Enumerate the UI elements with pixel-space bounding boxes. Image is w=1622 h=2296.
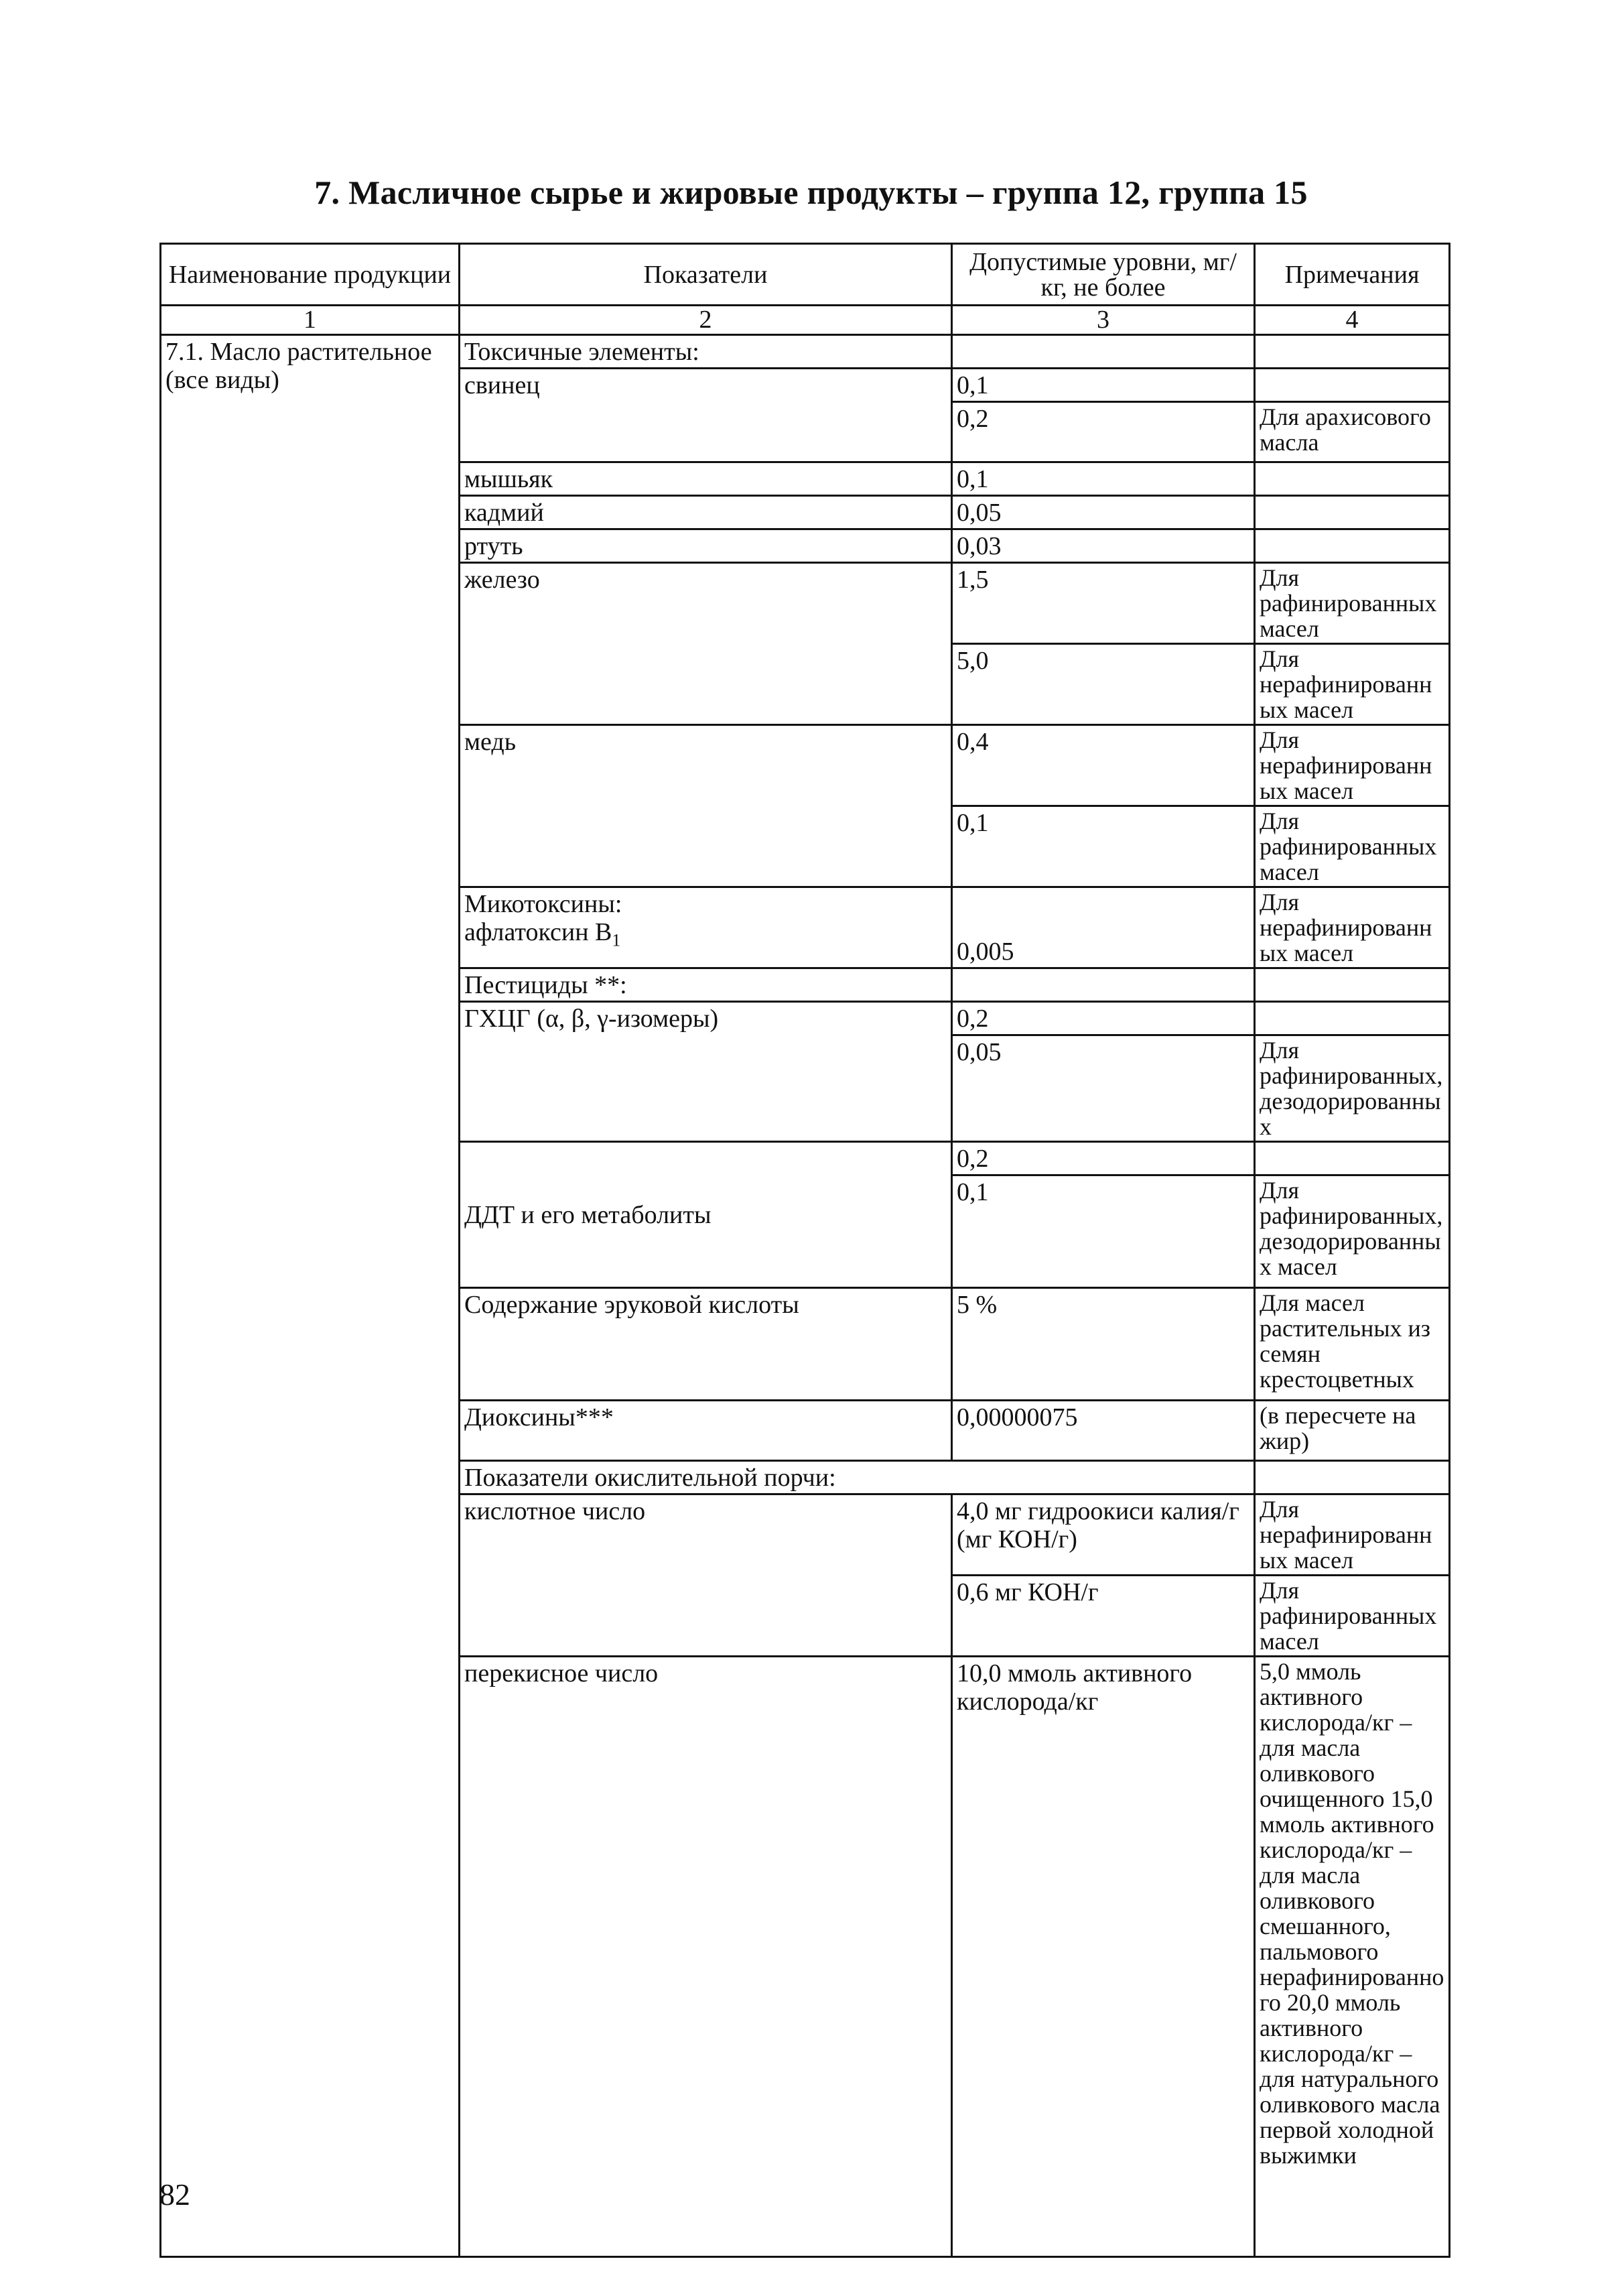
value-iron-1: 1,5 [952,563,1255,644]
header-notes: Примечания [1255,244,1450,306]
note-hch-2: Для рафинированных, дезодорированных [1255,1035,1450,1142]
column-number-3: 3 [952,306,1255,335]
note-copper-2: Для рафинированных масел [1255,806,1450,887]
value-copper-1: 0,4 [952,725,1255,806]
empty-cell [1255,1002,1450,1035]
group-toxic-elements: Токсичные элементы: [460,335,952,369]
empty-cell [1255,1142,1450,1175]
empty-cell [952,968,1255,1002]
value-peroxide-number: 10,0 ммоль активного кислорода/кг [952,1657,1255,2257]
group-oxidative-spoilage: Показатели окислительной порчи: [460,1461,1255,1494]
value-cadmium: 0,05 [952,496,1255,529]
note-ddt-2: Для рафинированных, дезодорированных масел [1255,1175,1450,1288]
empty-cell [1255,369,1450,402]
value-aflatoxin: 0,005 [952,887,1255,968]
empty-cell [1255,529,1450,563]
indicator-copper: медь [460,725,952,887]
empty-cell [1255,462,1450,496]
indicator-iron: железо [460,563,952,725]
value-copper-2: 0,1 [952,806,1255,887]
empty-cell [1255,968,1450,1002]
note-acid-number-2: Для рафинированных масел [1255,1576,1450,1657]
note-erucic-acid: Для масел растительных из семян крестоцветных [1255,1288,1450,1401]
empty-cell [1255,335,1450,369]
indicator-acid-number: кислотное число [460,1494,952,1657]
indicator-aflatoxin: афлатоксин B [464,918,612,946]
indicator-mycotoxins [460,887,952,968]
indicator-arsenic: мышьяк [460,462,952,496]
value-ddt-2: 0,1 [952,1175,1255,1288]
value-mercury: 0,03 [952,529,1255,563]
value-hch-1: 0,2 [952,1002,1255,1035]
value-hch-2: 0,05 [952,1035,1255,1142]
column-number-1: 1 [161,306,460,335]
column-number-row [161,306,1450,335]
table-header-row [161,244,1450,306]
note-dioxins: (в пересчете на жир) [1255,1401,1450,1461]
column-number-2: 2 [460,306,952,335]
indicator-cadmium: кадмий [460,496,952,529]
table-row [161,335,1450,369]
indicator-lead: свинец [460,369,952,462]
note-acid-number-1: Для нерафинированных масел [1255,1494,1450,1576]
indicator-hch: ГХЦГ (α, β, γ-изомеры) [460,1002,952,1142]
value-erucic-acid: 5 % [952,1288,1255,1401]
column-number-4: 4 [1255,306,1450,335]
header-permissible-levels: Допустимые уровни, мг/кг, не более [952,244,1255,306]
value-iron-2: 5,0 [952,644,1255,725]
note-aflatoxin: Для нерафинированных масел [1255,887,1450,968]
note-iron-2: Для нерафинированных масел [1255,644,1450,725]
value-lead-1: 0,1 [952,369,1255,402]
value-dioxins: 0,00000075 [952,1401,1255,1461]
value-acid-number-2: 0,6 мг КОН/г [952,1576,1255,1657]
note-lead-2: Для арахисового масла [1255,402,1450,462]
value-arsenic: 0,1 [952,462,1255,496]
indicator-ddt: ДДТ и его метаболиты [460,1142,952,1288]
page-title: 7. Масличное сырье и жировые продукты – группа 12, группа 15 [314,174,1308,211]
note-peroxide-number: 5,0 ммоль активного кислорода/кг – для масла оливкового очищенного 15,0 ммоль активного кислорода/кг – для масла оливкового смешанного, пальмового нерафинированного 20,0 ммоль активного кислорода/кг – для натурального оливкового масла первой холодной выжимки [1255,1657,1450,2257]
empty-cell [952,335,1255,369]
group-mycotoxins: Микотоксины: [464,890,622,918]
indicator-erucic-acid: Содержание эруковой кислоты [460,1288,952,1401]
standards-table-wrapper [159,243,1450,2258]
standards-table [159,243,1450,2258]
product-name-cell: 7.1. Масло растительное (все виды) [161,335,460,2257]
indicator-mercury: ртуть [460,529,952,563]
note-copper-1: Для нерафинированных масел [1255,725,1450,806]
note-iron-1: Для рафинированных масел [1255,563,1450,644]
aflatoxin-subscript: 1 [612,930,621,950]
header-indicators: Показатели [460,244,952,306]
group-pesticides: Пестициды **: [460,968,952,1002]
header-product-name: Наименование продукции [161,244,460,306]
indicator-peroxide-number: перекисное число [460,1657,952,2257]
indicator-dioxins: Диоксины*** [460,1401,952,1461]
value-ddt-1: 0,2 [952,1142,1255,1175]
empty-cell [1255,496,1450,529]
value-acid-number-1: 4,0 мг гидроокиси калия/г (мг КОН/г) [952,1494,1255,1576]
value-lead-2: 0,2 [952,402,1255,462]
empty-cell [1255,1461,1450,1494]
page-number: 82 [159,2177,190,2212]
